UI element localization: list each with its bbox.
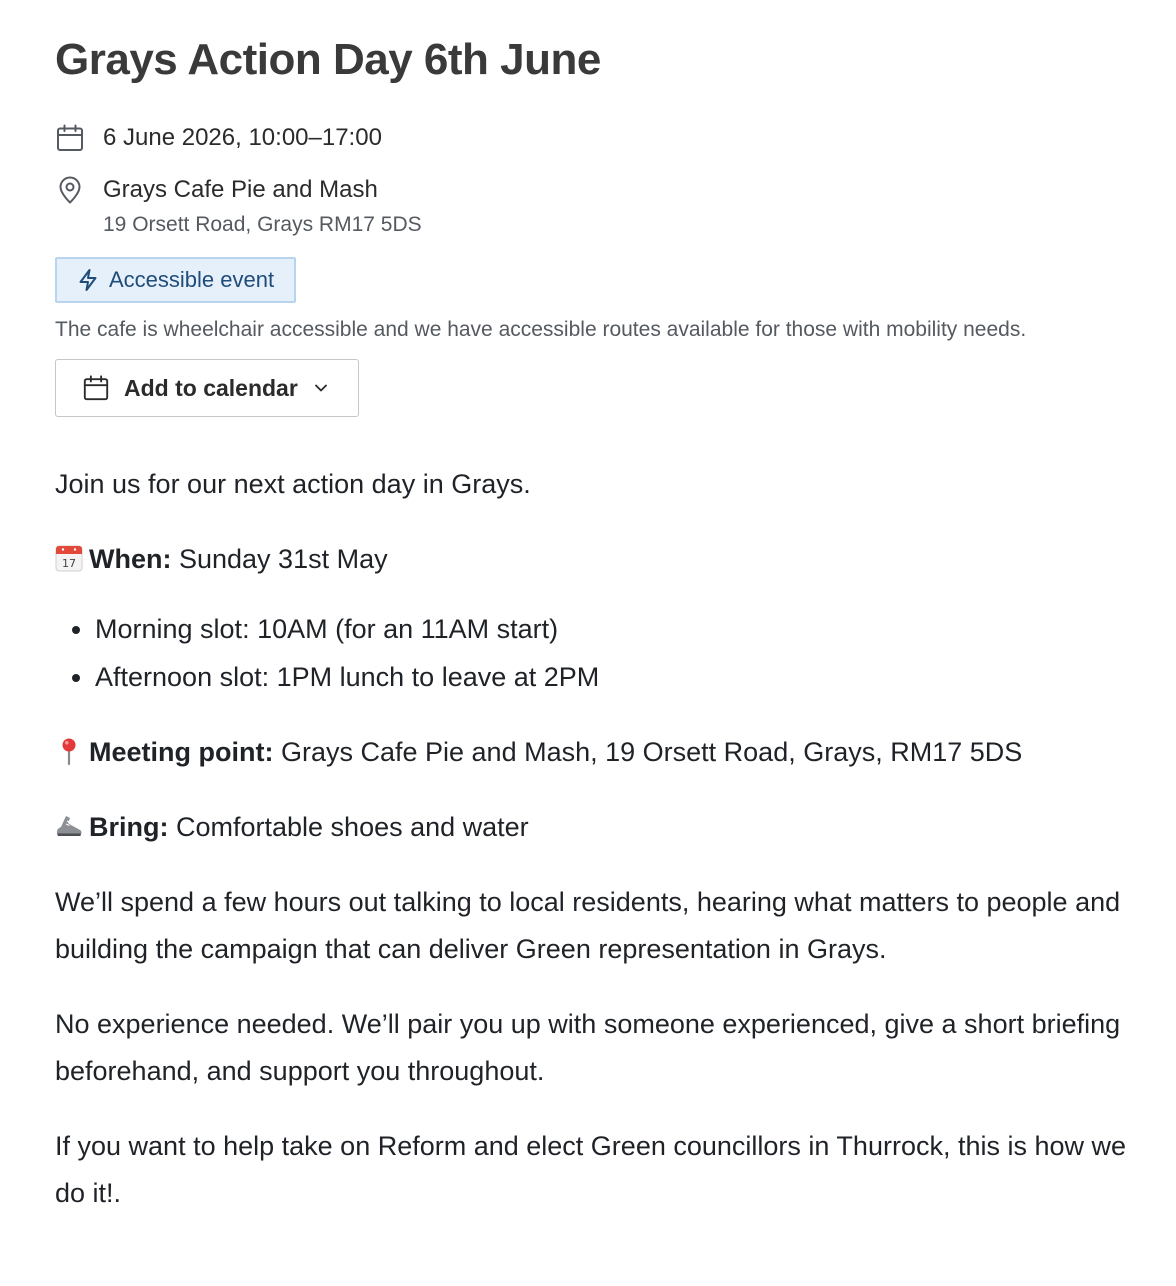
when-value: Sunday 31st May [171, 544, 388, 574]
bring-label: Bring: [89, 812, 169, 842]
description-paragraph: If you want to help take on Reform and elect Green councillors in Thurrock, this is how we do it!. [55, 1131, 1127, 1208]
description-paragraph: No experience needed. We’ll pair you up with someone experienced, give a short briefing beforehand, and support you throughout. [55, 1009, 1121, 1086]
page-title: Grays Action Day 6th June [55, 35, 601, 84]
meeting-point-line [55, 729, 1145, 776]
add-to-calendar-button[interactable] [55, 359, 359, 417]
location-pin-icon [55, 175, 85, 205]
calendar-icon [82, 374, 110, 402]
event-location-row [55, 175, 1145, 239]
description-paragraph: We’ll spend a few hours out talking to local residents, hearing what matters to people and building the campaign that can deliver Green representation in Grays. [55, 887, 1121, 964]
when-line [55, 536, 1145, 583]
meeting-point-value: Grays Cafe Pie and Mash, 19 Orsett Road, Grays, RM17 5DS [273, 737, 1023, 767]
chevron-down-icon [312, 379, 330, 397]
accessible-event-label: Accessible event [109, 267, 275, 292]
accessibility-note: The cafe is wheelchair accessible and we have accessible routes available for those with mobility needs. [55, 318, 1027, 341]
calendar-icon [55, 123, 85, 153]
bring-line [55, 804, 1145, 851]
svg-text:17: 17 [62, 557, 76, 570]
slot-list [55, 605, 1145, 701]
accessible-event-badge [55, 257, 296, 303]
location-address: 19 Orsett Road, Grays RM17 5DS [103, 213, 422, 236]
add-to-calendar-label: Add to calendar [124, 374, 298, 401]
lightning-icon [77, 268, 99, 292]
event-date-row [55, 123, 1145, 153]
event-description [55, 461, 1145, 1217]
event-datetime: 6 June 2026, 10:00–17:00 [103, 124, 382, 151]
list-item: • Afternoon slot: 1PM lunch to leave at 2PM [95, 653, 1145, 701]
list-item: • Morning slot: 10AM (for an 11AM start) [95, 605, 1145, 653]
description-intro: Join us for our next action day in Grays. [55, 469, 531, 499]
when-label: When: [89, 544, 172, 574]
location-name: Grays Cafe Pie and Mash [103, 176, 378, 203]
round-pushpin-emoji-icon [55, 737, 83, 765]
calendar-emoji-icon [55, 544, 83, 572]
bring-value: Comfortable shoes and water [168, 812, 529, 842]
meeting-point-label: Meeting point: [89, 737, 274, 767]
running-shoe-emoji-icon [55, 812, 83, 840]
